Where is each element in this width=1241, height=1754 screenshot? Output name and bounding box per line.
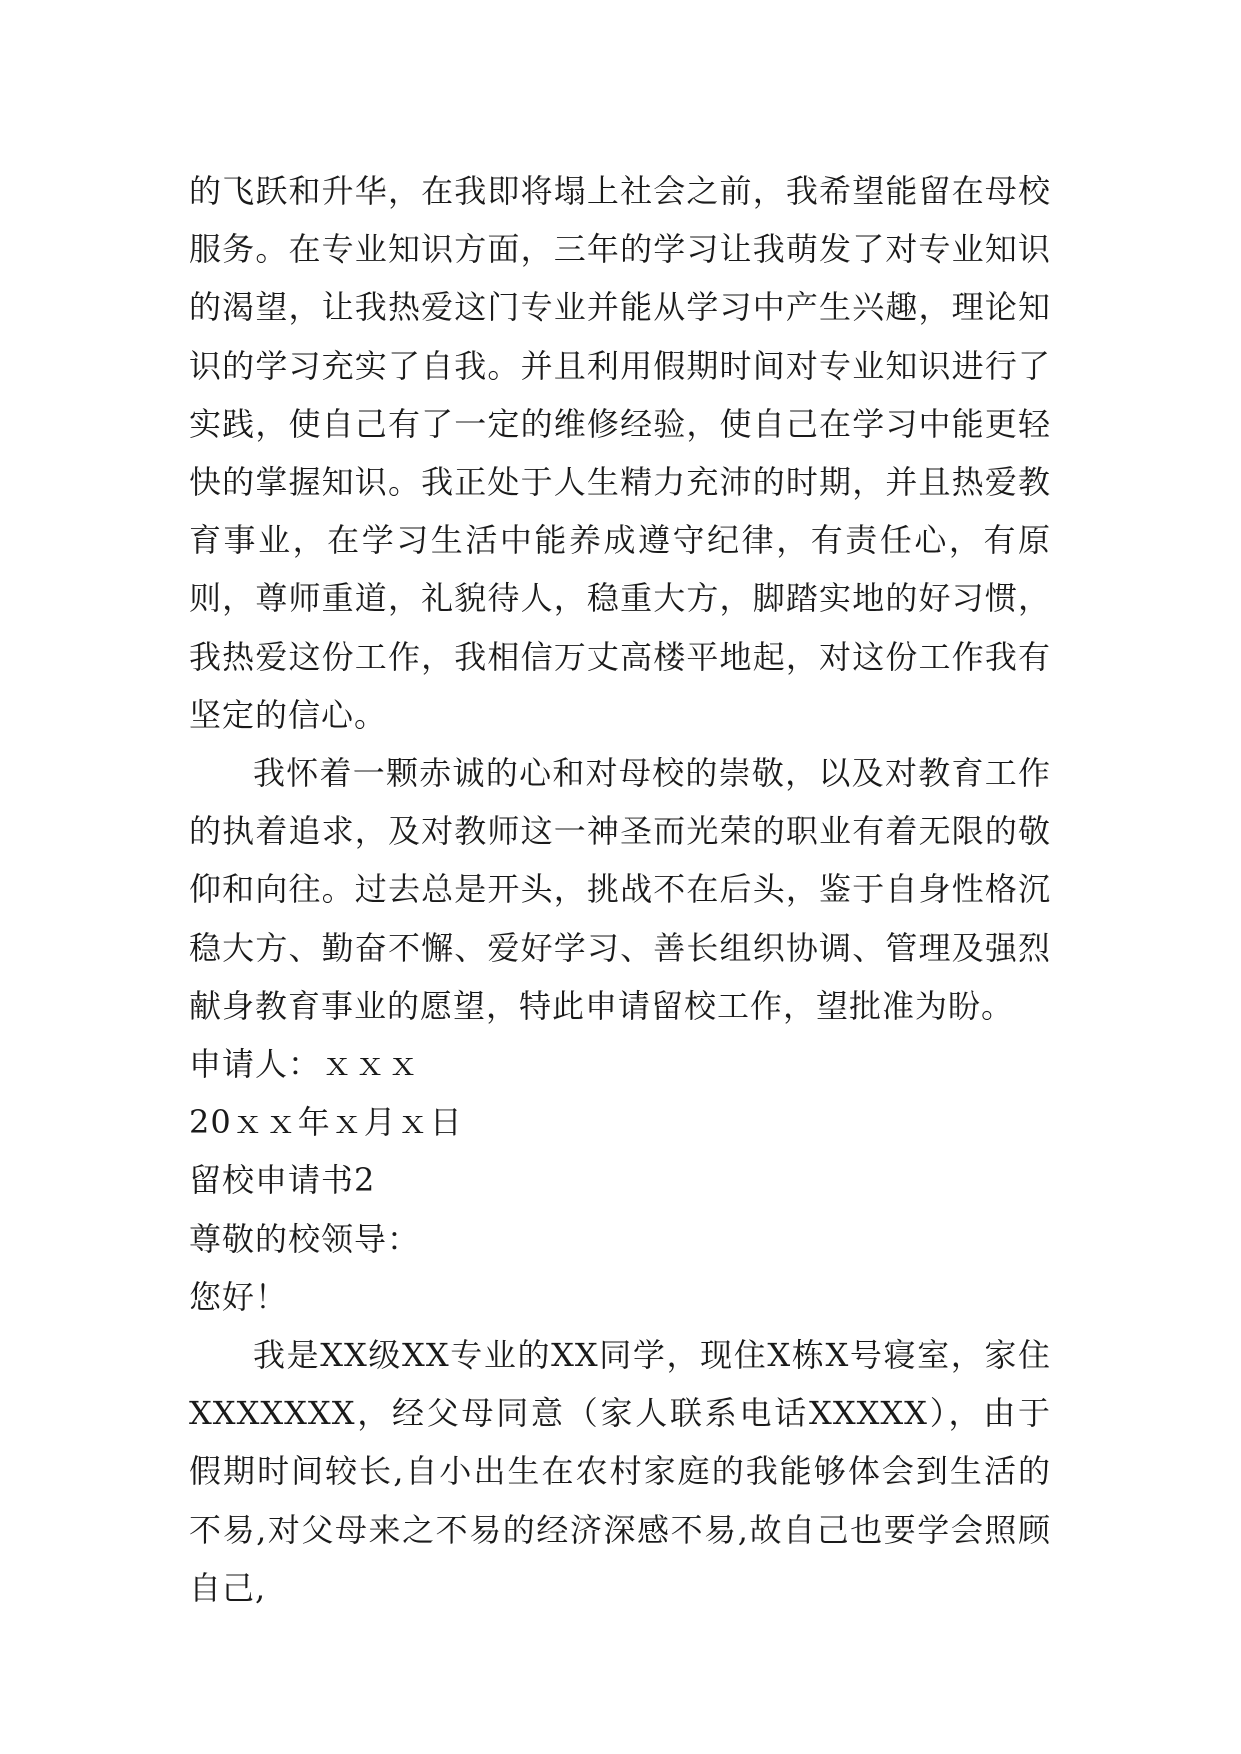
letter2-title: 留校申请书2	[189, 1161, 376, 1200]
paragraph-closing: 我怀着一颗赤诚的心和对母校的崇敬，以及对教育工作的执着追求，及对教师这一神圣而光荣的职业有着无限的敬仰和向往。过去总是开头，挑战不在后头，鉴于自身性格沉稳大方、勤奋不懈、爱好学习、善长组织协调、管理及强烈献身教育事业的愿望，特此申请留校工作，望批准为盼。	[189, 754, 1051, 1025]
signature-date: 20ｘｘ年ｘ月ｘ日	[189, 1103, 463, 1142]
signature-applicant: 申请人：ｘｘｘ	[189, 1045, 421, 1084]
letter2-salutation: 尊敬的校领导：	[189, 1219, 421, 1258]
document-body	[189, 162, 1051, 1617]
paragraph-continuation: 的飞跃和升华，在我即将塌上社会之前，我希望能留在母校服务。在专业知识方面，三年的学习让我萌发了对专业知识的渴望，让我热爱这门专业并能从学习中产生兴趣，理论知识的学习充实了自我。并且利用假期时间对专业知识进行了实践，使自己有了一定的维修经验，使自己在学习中能更轻快的掌握知识。我正处于人生精力充沛的时期，并且热爱教育事业，在学习生活中能养成遵守纪律，有责任心，有原则，尊师重道，礼貌待人，稳重大方，脚踏实地的好习惯，我热爱这份工作，我相信万丈高楼平地起，对这份工作我有坚定的信心。	[189, 172, 1051, 734]
letter2-greeting: 您好！	[189, 1277, 289, 1316]
letter2-body: 我是XX级XX专业的XX同学，现住X栋X号寝室，家住XXXXXXX，经父母同意（家人联系电话XXXXX），由于假期时间较长,自小出生在农村家庭的我能够体会到生活的不易,对父母来之不易的经济深感不易,故自己也要学会照顾自己,	[189, 1336, 1051, 1607]
